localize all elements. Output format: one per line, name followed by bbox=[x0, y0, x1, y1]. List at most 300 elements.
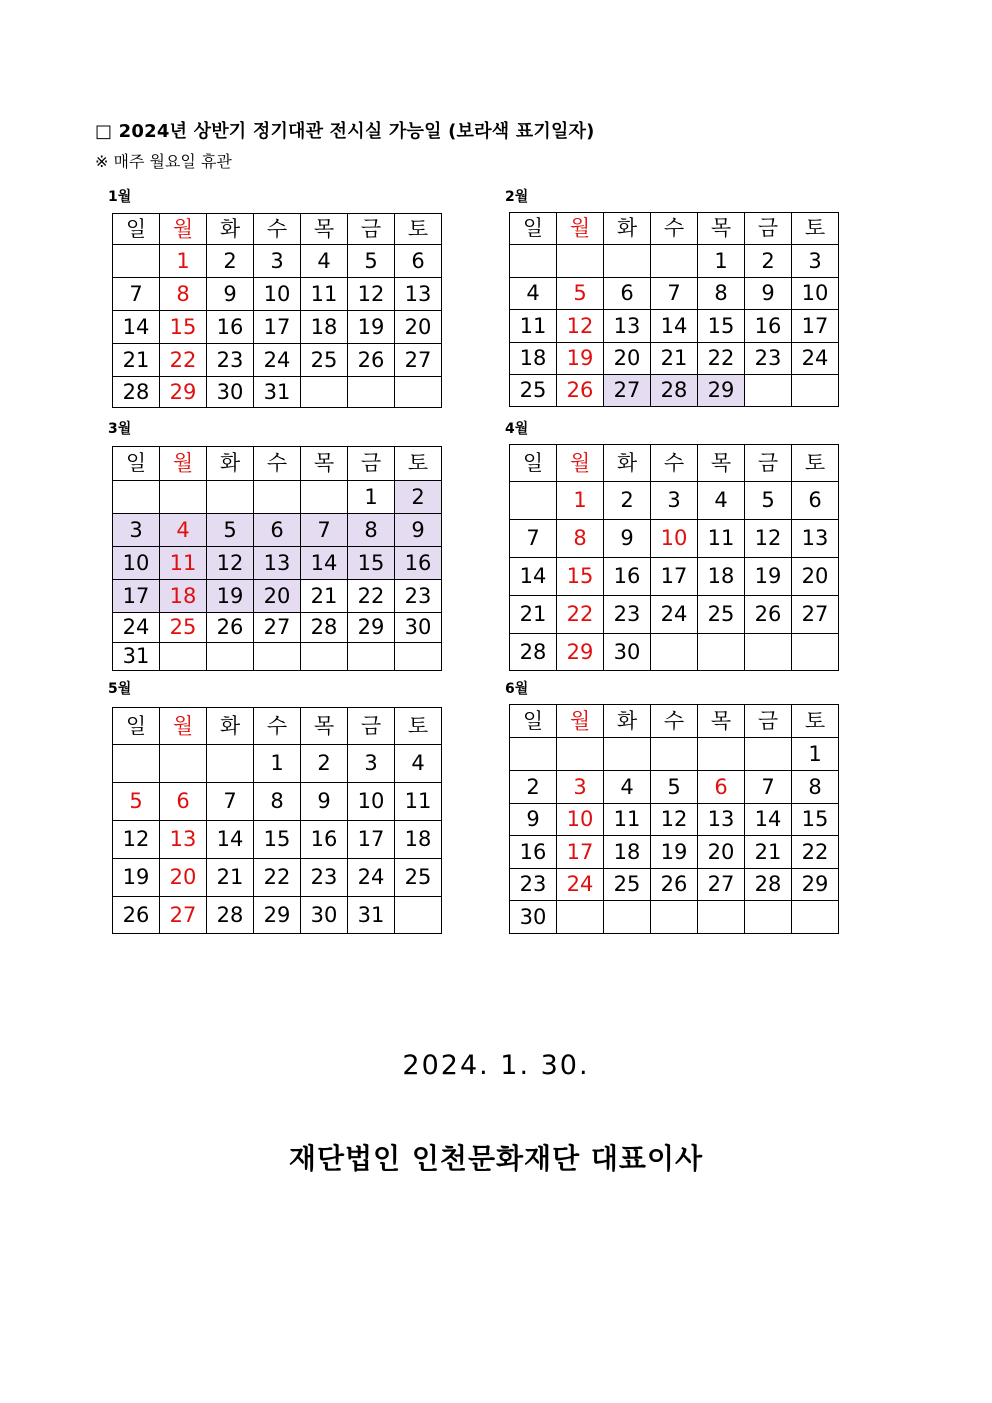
week-row bbox=[510, 278, 839, 310]
day-cell: 18 bbox=[160, 580, 207, 613]
weekday-header: 화 bbox=[207, 447, 254, 481]
week-row bbox=[113, 311, 442, 344]
day-cell: 26 bbox=[113, 897, 160, 934]
weekday-header: 목 bbox=[698, 445, 745, 482]
day-cell: 3 bbox=[792, 245, 839, 278]
weekday-header: 월 bbox=[160, 708, 207, 745]
day-cell: 13 bbox=[160, 821, 207, 859]
day-cell: 8 bbox=[160, 278, 207, 311]
weekday-header: 화 bbox=[604, 213, 651, 245]
empty-day-cell bbox=[745, 901, 792, 934]
day-cell: 4 bbox=[604, 771, 651, 804]
day-cell: 2 bbox=[745, 245, 792, 278]
weekday-header: 월 bbox=[557, 705, 604, 738]
day-cell: 25 bbox=[698, 596, 745, 634]
day-cell: 27 bbox=[604, 375, 651, 407]
day-cell: 5 bbox=[651, 771, 698, 804]
day-cell: 7 bbox=[745, 771, 792, 804]
empty-day-cell bbox=[301, 481, 348, 514]
week-row bbox=[510, 596, 839, 634]
weekday-header-row bbox=[510, 213, 839, 245]
empty-day-cell bbox=[792, 634, 839, 671]
empty-day-cell bbox=[557, 901, 604, 934]
week-row bbox=[113, 613, 442, 643]
empty-day-cell bbox=[301, 643, 348, 671]
weekday-header: 금 bbox=[348, 447, 395, 481]
day-cell: 7 bbox=[207, 783, 254, 821]
day-cell: 21 bbox=[510, 596, 557, 634]
empty-day-cell bbox=[698, 901, 745, 934]
calendar-may bbox=[112, 707, 442, 934]
day-cell: 21 bbox=[207, 859, 254, 897]
day-cell: 22 bbox=[348, 580, 395, 613]
weekday-header: 토 bbox=[792, 705, 839, 738]
calendar-apr bbox=[509, 444, 839, 671]
empty-day-cell bbox=[207, 643, 254, 671]
day-cell: 1 bbox=[254, 745, 301, 783]
day-cell: 26 bbox=[348, 344, 395, 377]
week-row bbox=[113, 481, 442, 514]
calendar-mar bbox=[112, 446, 442, 671]
day-cell: 2 bbox=[395, 481, 442, 514]
weekday-header: 일 bbox=[113, 708, 160, 745]
empty-day-cell bbox=[113, 245, 160, 278]
day-cell: 27 bbox=[698, 869, 745, 901]
day-cell: 16 bbox=[745, 310, 792, 343]
day-cell: 16 bbox=[207, 311, 254, 344]
weekday-header: 토 bbox=[395, 708, 442, 745]
empty-day-cell bbox=[651, 738, 698, 771]
day-cell: 30 bbox=[604, 634, 651, 671]
day-cell: 24 bbox=[113, 613, 160, 643]
day-cell: 16 bbox=[604, 558, 651, 596]
day-cell: 8 bbox=[557, 520, 604, 558]
day-cell: 17 bbox=[254, 311, 301, 344]
day-cell: 10 bbox=[557, 804, 604, 836]
day-cell: 21 bbox=[301, 580, 348, 613]
empty-day-cell bbox=[745, 375, 792, 407]
day-cell: 12 bbox=[207, 547, 254, 580]
day-cell: 28 bbox=[745, 869, 792, 901]
day-cell: 17 bbox=[651, 558, 698, 596]
day-cell: 24 bbox=[792, 343, 839, 375]
day-cell: 23 bbox=[510, 869, 557, 901]
day-cell: 3 bbox=[254, 245, 301, 278]
day-cell: 25 bbox=[395, 859, 442, 897]
day-cell: 28 bbox=[301, 613, 348, 643]
empty-day-cell bbox=[745, 738, 792, 771]
document-date: 2024. 1. 30. bbox=[402, 1050, 590, 1081]
week-row bbox=[510, 901, 839, 934]
week-row bbox=[510, 245, 839, 278]
day-cell: 20 bbox=[604, 343, 651, 375]
day-cell: 1 bbox=[557, 482, 604, 520]
day-cell: 7 bbox=[113, 278, 160, 311]
document-heading: □ 2024년 상반기 정기대관 전시실 가능일 (보라색 표기일자) bbox=[95, 121, 595, 142]
day-cell: 23 bbox=[604, 596, 651, 634]
weekday-header: 수 bbox=[651, 445, 698, 482]
weekday-header: 수 bbox=[651, 705, 698, 738]
day-cell: 19 bbox=[207, 580, 254, 613]
day-cell: 16 bbox=[510, 836, 557, 869]
day-cell: 6 bbox=[254, 514, 301, 547]
day-cell: 4 bbox=[160, 514, 207, 547]
day-cell: 17 bbox=[557, 836, 604, 869]
week-row bbox=[113, 514, 442, 547]
empty-day-cell bbox=[604, 738, 651, 771]
calendar-feb bbox=[509, 212, 839, 407]
day-cell: 16 bbox=[395, 547, 442, 580]
empty-day-cell bbox=[254, 643, 301, 671]
empty-day-cell bbox=[745, 634, 792, 671]
empty-day-cell bbox=[510, 245, 557, 278]
day-cell: 5 bbox=[348, 245, 395, 278]
day-cell: 3 bbox=[113, 514, 160, 547]
day-cell: 2 bbox=[604, 482, 651, 520]
day-cell: 15 bbox=[254, 821, 301, 859]
weekday-header: 목 bbox=[301, 214, 348, 245]
week-row bbox=[113, 859, 442, 897]
day-cell: 8 bbox=[348, 514, 395, 547]
day-cell: 5 bbox=[207, 514, 254, 547]
day-cell: 1 bbox=[698, 245, 745, 278]
day-cell: 22 bbox=[698, 343, 745, 375]
day-cell: 28 bbox=[113, 377, 160, 408]
calendar-jun bbox=[509, 704, 839, 934]
day-cell: 23 bbox=[395, 580, 442, 613]
day-cell: 9 bbox=[745, 278, 792, 310]
day-cell: 17 bbox=[348, 821, 395, 859]
day-cell: 20 bbox=[792, 558, 839, 596]
empty-day-cell bbox=[348, 377, 395, 408]
day-cell: 25 bbox=[301, 344, 348, 377]
day-cell: 2 bbox=[207, 245, 254, 278]
empty-day-cell bbox=[160, 481, 207, 514]
weekday-header: 금 bbox=[745, 213, 792, 245]
weekday-header: 수 bbox=[651, 213, 698, 245]
day-cell: 12 bbox=[348, 278, 395, 311]
day-cell: 17 bbox=[792, 310, 839, 343]
week-row bbox=[113, 344, 442, 377]
day-cell: 25 bbox=[160, 613, 207, 643]
day-cell: 15 bbox=[557, 558, 604, 596]
day-cell: 24 bbox=[557, 869, 604, 901]
weekday-header: 수 bbox=[254, 708, 301, 745]
weekday-header-row bbox=[113, 447, 442, 481]
day-cell: 20 bbox=[160, 859, 207, 897]
weekday-header: 금 bbox=[348, 708, 395, 745]
day-cell: 18 bbox=[604, 836, 651, 869]
weekday-header: 목 bbox=[698, 213, 745, 245]
day-cell: 14 bbox=[207, 821, 254, 859]
day-cell: 15 bbox=[348, 547, 395, 580]
day-cell: 22 bbox=[160, 344, 207, 377]
day-cell: 18 bbox=[510, 343, 557, 375]
empty-day-cell bbox=[113, 745, 160, 783]
empty-day-cell bbox=[395, 643, 442, 671]
day-cell: 29 bbox=[557, 634, 604, 671]
day-cell: 6 bbox=[395, 245, 442, 278]
weekday-header: 목 bbox=[698, 705, 745, 738]
day-cell: 31 bbox=[113, 643, 160, 671]
weekday-header: 수 bbox=[254, 447, 301, 481]
empty-day-cell bbox=[160, 643, 207, 671]
day-cell: 31 bbox=[348, 897, 395, 934]
weekday-header: 토 bbox=[395, 447, 442, 481]
weekday-header: 화 bbox=[604, 445, 651, 482]
day-cell: 29 bbox=[792, 869, 839, 901]
weekday-header: 수 bbox=[254, 214, 301, 245]
empty-day-cell bbox=[604, 245, 651, 278]
empty-day-cell bbox=[301, 377, 348, 408]
weekday-header: 월 bbox=[557, 213, 604, 245]
weekday-header: 화 bbox=[207, 708, 254, 745]
month-label-jan: 1월 bbox=[108, 189, 132, 205]
empty-day-cell bbox=[113, 481, 160, 514]
week-row bbox=[510, 310, 839, 343]
day-cell: 13 bbox=[604, 310, 651, 343]
day-cell: 21 bbox=[113, 344, 160, 377]
week-row bbox=[510, 836, 839, 869]
day-cell: 30 bbox=[301, 897, 348, 934]
empty-day-cell bbox=[207, 481, 254, 514]
day-cell: 10 bbox=[348, 783, 395, 821]
day-cell: 5 bbox=[745, 482, 792, 520]
week-row bbox=[510, 343, 839, 375]
empty-day-cell bbox=[348, 643, 395, 671]
week-row bbox=[510, 482, 839, 520]
day-cell: 20 bbox=[698, 836, 745, 869]
day-cell: 23 bbox=[301, 859, 348, 897]
day-cell: 4 bbox=[510, 278, 557, 310]
week-row bbox=[113, 821, 442, 859]
day-cell: 3 bbox=[557, 771, 604, 804]
weekday-header: 금 bbox=[745, 445, 792, 482]
day-cell: 11 bbox=[301, 278, 348, 311]
day-cell: 13 bbox=[698, 804, 745, 836]
day-cell: 28 bbox=[651, 375, 698, 407]
weekday-header: 일 bbox=[510, 445, 557, 482]
day-cell: 22 bbox=[792, 836, 839, 869]
day-cell: 5 bbox=[557, 278, 604, 310]
week-row bbox=[113, 580, 442, 613]
weekday-header: 토 bbox=[792, 445, 839, 482]
day-cell: 7 bbox=[651, 278, 698, 310]
weekday-header-row bbox=[113, 708, 442, 745]
day-cell: 6 bbox=[160, 783, 207, 821]
day-cell: 12 bbox=[651, 804, 698, 836]
week-row bbox=[113, 245, 442, 278]
week-row bbox=[113, 278, 442, 311]
day-cell: 26 bbox=[651, 869, 698, 901]
weekday-header: 일 bbox=[113, 214, 160, 245]
day-cell: 5 bbox=[113, 783, 160, 821]
day-cell: 19 bbox=[557, 343, 604, 375]
empty-day-cell bbox=[557, 245, 604, 278]
day-cell: 11 bbox=[160, 547, 207, 580]
empty-day-cell bbox=[254, 481, 301, 514]
day-cell: 23 bbox=[745, 343, 792, 375]
day-cell: 10 bbox=[254, 278, 301, 311]
day-cell: 18 bbox=[395, 821, 442, 859]
day-cell: 19 bbox=[348, 311, 395, 344]
empty-day-cell bbox=[395, 377, 442, 408]
day-cell: 29 bbox=[698, 375, 745, 407]
weekday-header: 일 bbox=[113, 447, 160, 481]
week-row bbox=[510, 520, 839, 558]
day-cell: 16 bbox=[301, 821, 348, 859]
empty-day-cell bbox=[698, 738, 745, 771]
empty-day-cell bbox=[651, 901, 698, 934]
weekday-header: 일 bbox=[510, 213, 557, 245]
day-cell: 12 bbox=[557, 310, 604, 343]
month-label-jun: 6월 bbox=[505, 681, 529, 697]
day-cell: 8 bbox=[254, 783, 301, 821]
day-cell: 12 bbox=[745, 520, 792, 558]
day-cell: 19 bbox=[113, 859, 160, 897]
day-cell: 26 bbox=[557, 375, 604, 407]
week-row bbox=[510, 869, 839, 901]
day-cell: 30 bbox=[510, 901, 557, 934]
empty-day-cell bbox=[160, 745, 207, 783]
empty-day-cell bbox=[651, 245, 698, 278]
day-cell: 31 bbox=[254, 377, 301, 408]
day-cell: 25 bbox=[510, 375, 557, 407]
day-cell: 1 bbox=[348, 481, 395, 514]
weekday-header: 월 bbox=[557, 445, 604, 482]
weekday-header-row bbox=[510, 705, 839, 738]
weekday-header: 월 bbox=[160, 214, 207, 245]
empty-day-cell bbox=[395, 897, 442, 934]
day-cell: 26 bbox=[745, 596, 792, 634]
empty-day-cell bbox=[698, 634, 745, 671]
day-cell: 10 bbox=[792, 278, 839, 310]
day-cell: 11 bbox=[510, 310, 557, 343]
day-cell: 19 bbox=[745, 558, 792, 596]
weekday-header: 금 bbox=[348, 214, 395, 245]
week-row bbox=[510, 738, 839, 771]
weekday-header: 월 bbox=[160, 447, 207, 481]
day-cell: 24 bbox=[254, 344, 301, 377]
weekday-header: 금 bbox=[745, 705, 792, 738]
day-cell: 1 bbox=[160, 245, 207, 278]
empty-day-cell bbox=[792, 901, 839, 934]
day-cell: 9 bbox=[301, 783, 348, 821]
week-row bbox=[113, 377, 442, 408]
day-cell: 7 bbox=[301, 514, 348, 547]
weekday-header-row bbox=[113, 214, 442, 245]
day-cell: 26 bbox=[207, 613, 254, 643]
empty-day-cell bbox=[651, 634, 698, 671]
day-cell: 29 bbox=[160, 377, 207, 408]
day-cell: 30 bbox=[207, 377, 254, 408]
day-cell: 15 bbox=[792, 804, 839, 836]
weekday-header: 화 bbox=[207, 214, 254, 245]
day-cell: 27 bbox=[395, 344, 442, 377]
day-cell: 9 bbox=[510, 804, 557, 836]
week-row bbox=[113, 897, 442, 934]
weekday-header-row bbox=[510, 445, 839, 482]
day-cell: 2 bbox=[301, 745, 348, 783]
day-cell: 25 bbox=[604, 869, 651, 901]
day-cell: 4 bbox=[301, 245, 348, 278]
day-cell: 11 bbox=[698, 520, 745, 558]
day-cell: 3 bbox=[651, 482, 698, 520]
month-label-may: 5월 bbox=[108, 681, 132, 697]
day-cell: 14 bbox=[745, 804, 792, 836]
empty-day-cell bbox=[557, 738, 604, 771]
empty-day-cell bbox=[207, 745, 254, 783]
day-cell: 18 bbox=[698, 558, 745, 596]
day-cell: 19 bbox=[651, 836, 698, 869]
month-label-mar: 3월 bbox=[108, 421, 132, 437]
day-cell: 20 bbox=[395, 311, 442, 344]
day-cell: 14 bbox=[113, 311, 160, 344]
day-cell: 21 bbox=[745, 836, 792, 869]
day-cell: 14 bbox=[301, 547, 348, 580]
day-cell: 7 bbox=[510, 520, 557, 558]
day-cell: 28 bbox=[207, 897, 254, 934]
day-cell: 9 bbox=[395, 514, 442, 547]
week-row bbox=[113, 745, 442, 783]
weekday-header: 화 bbox=[604, 705, 651, 738]
week-row bbox=[510, 771, 839, 804]
week-row bbox=[113, 783, 442, 821]
day-cell: 6 bbox=[792, 482, 839, 520]
day-cell: 17 bbox=[113, 580, 160, 613]
day-cell: 11 bbox=[395, 783, 442, 821]
day-cell: 13 bbox=[792, 520, 839, 558]
day-cell: 1 bbox=[792, 738, 839, 771]
day-cell: 29 bbox=[348, 613, 395, 643]
empty-day-cell bbox=[604, 901, 651, 934]
week-row bbox=[113, 643, 442, 671]
empty-day-cell bbox=[510, 738, 557, 771]
day-cell: 3 bbox=[348, 745, 395, 783]
day-cell: 24 bbox=[651, 596, 698, 634]
day-cell: 23 bbox=[207, 344, 254, 377]
day-cell: 30 bbox=[395, 613, 442, 643]
day-cell: 27 bbox=[792, 596, 839, 634]
month-label-apr: 4월 bbox=[505, 421, 529, 437]
week-row bbox=[510, 804, 839, 836]
day-cell: 22 bbox=[254, 859, 301, 897]
day-cell: 24 bbox=[348, 859, 395, 897]
weekday-header: 일 bbox=[510, 705, 557, 738]
day-cell: 9 bbox=[207, 278, 254, 311]
day-cell: 4 bbox=[698, 482, 745, 520]
closed-note: ※ 매주 월요일 휴관 bbox=[95, 152, 232, 171]
day-cell: 6 bbox=[698, 771, 745, 804]
day-cell: 14 bbox=[510, 558, 557, 596]
day-cell: 15 bbox=[160, 311, 207, 344]
month-label-feb: 2월 bbox=[505, 189, 529, 205]
week-row bbox=[113, 547, 442, 580]
weekday-header: 목 bbox=[301, 447, 348, 481]
day-cell: 8 bbox=[698, 278, 745, 310]
day-cell: 27 bbox=[160, 897, 207, 934]
week-row bbox=[510, 634, 839, 671]
weekday-header: 목 bbox=[301, 708, 348, 745]
weekday-header: 토 bbox=[395, 214, 442, 245]
day-cell: 12 bbox=[113, 821, 160, 859]
day-cell: 4 bbox=[395, 745, 442, 783]
day-cell: 8 bbox=[792, 771, 839, 804]
day-cell: 20 bbox=[254, 580, 301, 613]
day-cell: 10 bbox=[113, 547, 160, 580]
weekday-header: 토 bbox=[792, 213, 839, 245]
day-cell: 27 bbox=[254, 613, 301, 643]
